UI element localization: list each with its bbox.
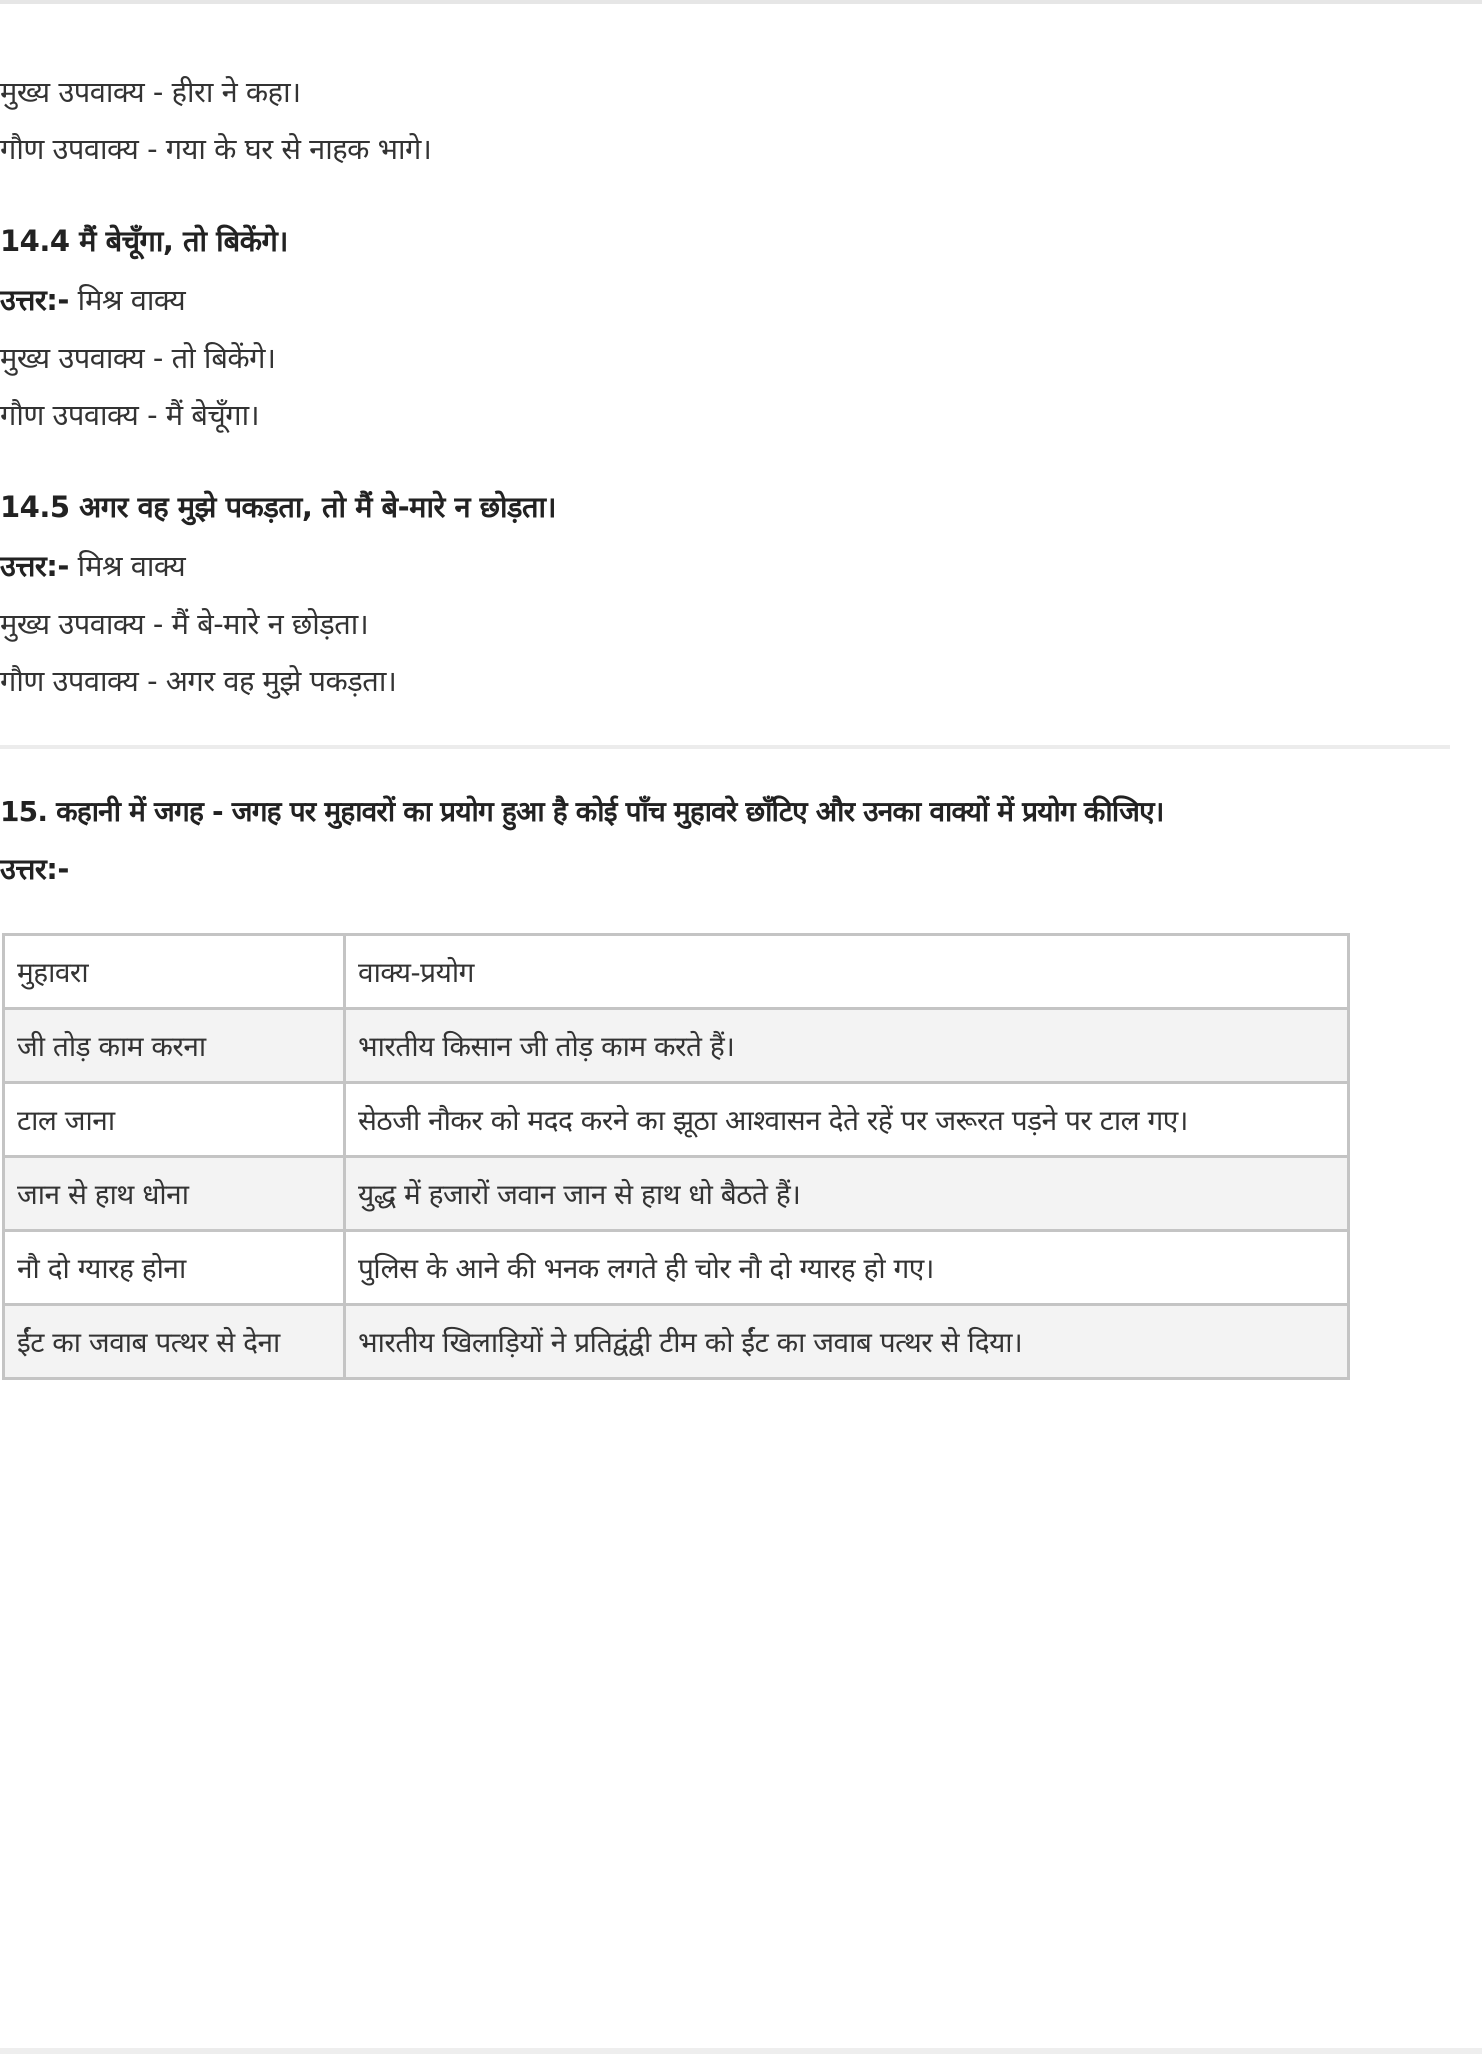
- bottom-divider: [0, 2048, 1482, 2054]
- table-header-row: [4, 935, 1349, 1009]
- question-14-5: 14.5 अगर वह मुझे पकड़ता, तो मैं बे-मारे न छोड़ता।: [0, 490, 557, 524]
- idiom-cell: नौ दो ग्यारह होना: [4, 1231, 345, 1305]
- idioms-table: [2, 933, 1350, 1380]
- answer-15-label: उत्तर:-: [0, 852, 69, 886]
- idiom-cell: ईंट का जवाब पत्थर से देना: [4, 1305, 345, 1379]
- usage-cell: सेठजी नौकर को मदद करने का झूठा आश्वासन देते रहें पर जरूरत पड़ने पर टाल गए।: [345, 1083, 1349, 1157]
- usage-cell: पुलिस के आने की भनक लगते ही चोर नौ दो ग्यारह हो गए।: [345, 1231, 1349, 1305]
- main-clause-line: मुख्य उपवाक्य - तो बिकेंगे।: [0, 341, 276, 375]
- question-14-4: 14.4 मैं बेचूँगा, तो बिकेंगे।: [0, 224, 288, 258]
- table-row: [4, 1305, 1349, 1379]
- usage-cell: भारतीय खिलाड़ियों ने प्रतिद्वंद्वी टीम को ईंट का जवाब पत्थर से दिया।: [345, 1305, 1349, 1379]
- table-row: [4, 1083, 1349, 1157]
- idiom-cell: टाल जाना: [4, 1083, 345, 1157]
- table-row: [4, 1009, 1349, 1083]
- answer-label: उत्तर:-: [0, 283, 69, 317]
- header-usage: वाक्य-प्रयोग: [345, 935, 1349, 1009]
- table-row: [4, 1231, 1349, 1305]
- main-clause-line: मुख्य उपवाक्य - हीरा ने कहा।: [0, 75, 301, 109]
- sub-clause-line: गौण उपवाक्य - मैं बेचूँगा।: [0, 398, 260, 432]
- sub-clause-line: गौण उपवाक्य - अगर वह मुझे पकड़ता।: [0, 664, 397, 698]
- idiom-cell: जी तोड़ काम करना: [4, 1009, 345, 1083]
- sub-clause-line: गौण उपवाक्य - गया के घर से नाहक भागे।: [0, 132, 432, 166]
- usage-cell: भारतीय किसान जी तोड़ काम करते हैं।: [345, 1009, 1349, 1083]
- answer-14-5: [0, 544, 185, 588]
- question-15: 15. कहानी में जगह - जगह पर मुहावरों का प्रयोग हुआ है कोई पाँच मुहावरे छाँटिए और उनका वाक्यों में प्रयोग कीजिए।: [0, 795, 1164, 828]
- answer-type: मिश्र वाक्य: [68, 549, 186, 583]
- usage-cell: युद्ध में हजारों जवान जान से हाथ धो बैठते हैं।: [345, 1157, 1349, 1231]
- answer-type: मिश्र वाक्य: [68, 283, 186, 317]
- top-divider: [0, 0, 1482, 4]
- answer-14-4: [0, 278, 185, 322]
- header-idiom: मुहावरा: [4, 935, 345, 1009]
- table-row: [4, 1157, 1349, 1231]
- section-divider: [0, 745, 1450, 749]
- idiom-cell: जान से हाथ धोना: [4, 1157, 345, 1231]
- answer-label: उत्तर:-: [0, 549, 69, 583]
- main-clause-line: मुख्य उपवाक्य - मैं बे-मारे न छोड़ता।: [0, 607, 369, 641]
